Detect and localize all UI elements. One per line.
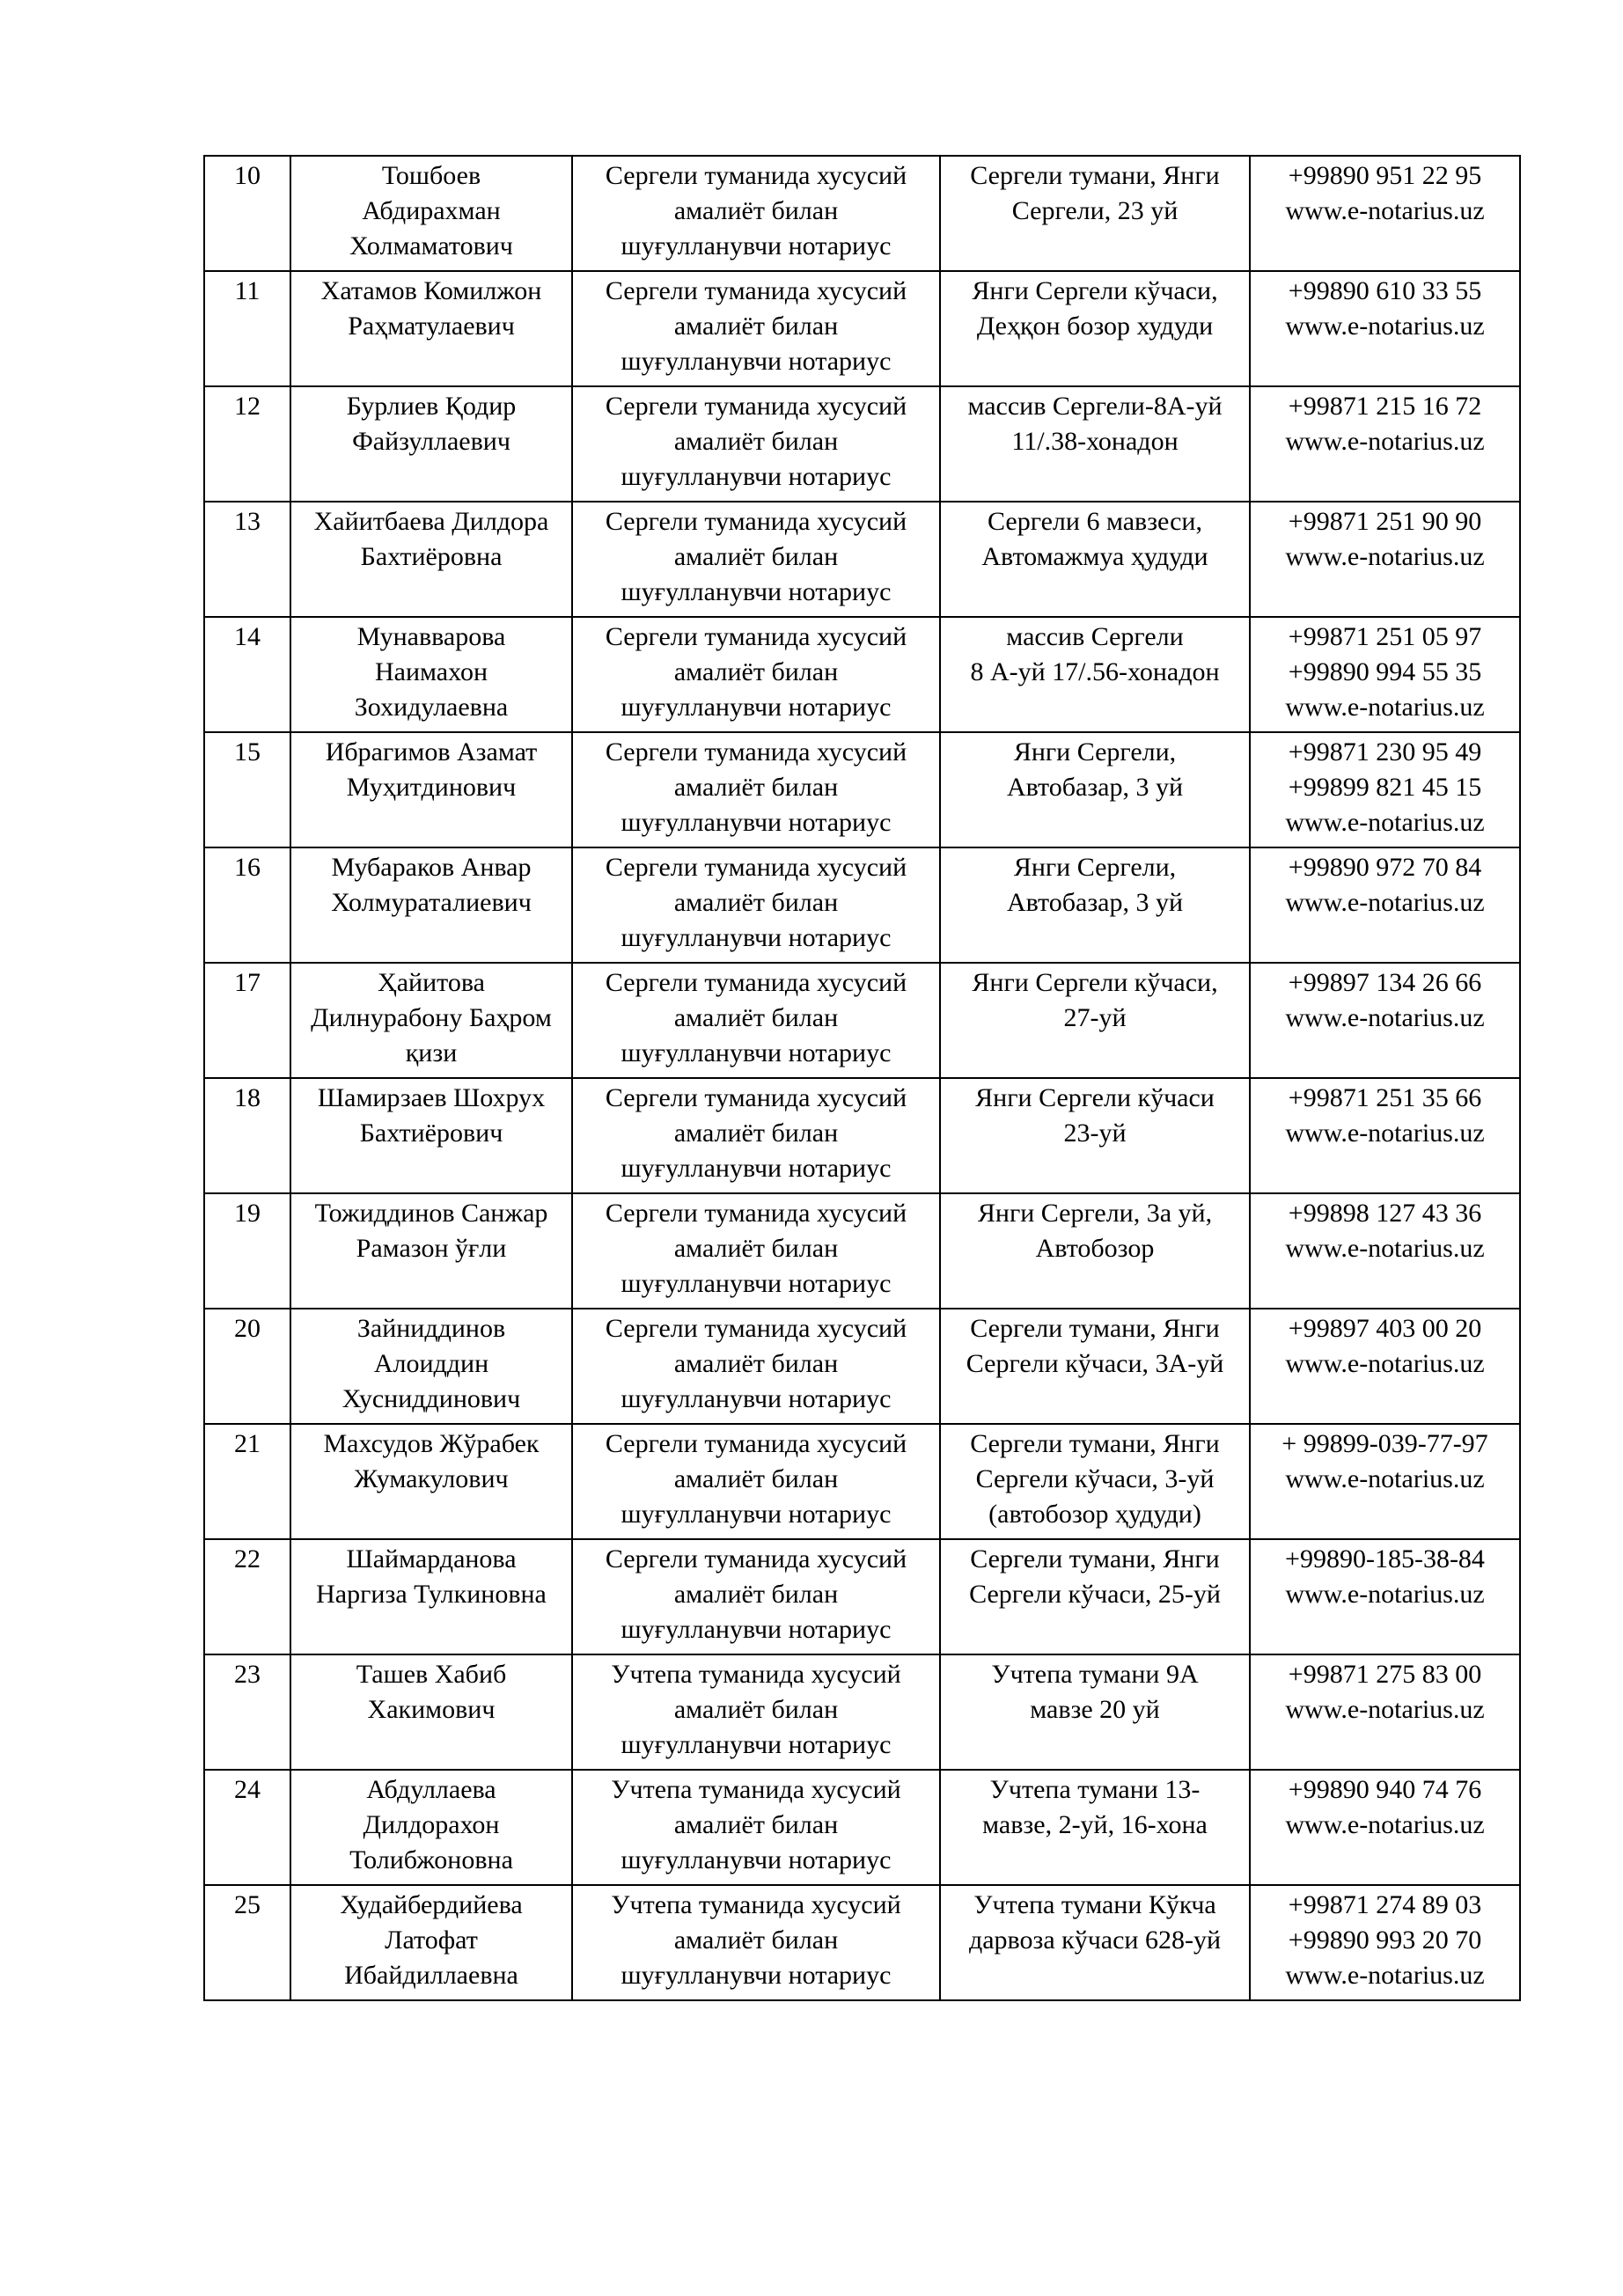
contacts-cell <box>1250 1654 1520 1770</box>
notary-name-cell: Махсудов Жўрабек Жумакулович <box>290 1424 572 1539</box>
row-number-cell: 23 <box>204 1654 290 1770</box>
row-number-cell: 21 <box>204 1424 290 1539</box>
notary-name-cell: Бурлиев Қодир Файзуллаевич <box>290 386 572 502</box>
contacts-cell <box>1250 1193 1520 1309</box>
table-body <box>204 156 1520 2000</box>
contacts-cell <box>1250 963 1520 1078</box>
address-cell: Янги Сергели кўчаси, Деҳқон бозор худуди <box>940 271 1250 386</box>
website-link[interactable]: www.e-notarius.uz <box>1285 1349 1485 1378</box>
position-cell: Сергели туманида хусусий амалиёт билан шуғулланувчи нотариус <box>572 386 940 502</box>
position-cell: Сергели туманида хусусий амалиёт билан шуғулланувчи нотариус <box>572 1424 940 1539</box>
notary-name-cell: Ташев Хабиб Хакимович <box>290 1654 572 1770</box>
table-row <box>204 502 1520 617</box>
notary-name-cell: Шамирзаев Шохрух Бахтиёрович <box>290 1078 572 1193</box>
table-row <box>204 617 1520 732</box>
position-cell: Учтепа туманида хусусий амалиёт билан шуғулланувчи нотариус <box>572 1770 940 1885</box>
row-number-cell: 11 <box>204 271 290 386</box>
row-number-cell: 12 <box>204 386 290 502</box>
notary-name-cell: Хайитбаева Дилдора Бахтиёровна <box>290 502 572 617</box>
address-cell: Сергели тумани, Янги Сергели, 23 уй <box>940 156 1250 271</box>
phone-number: +99890 940 74 76 <box>1288 1775 1482 1804</box>
table-row <box>204 1654 1520 1770</box>
notary-name-cell: Худайбердийева Латофат Ибайдиллаевна <box>290 1885 572 2000</box>
address-cell: Янги Сергели кўчаси, 27-уй <box>940 963 1250 1078</box>
table-row <box>204 156 1520 271</box>
notary-name-cell: Шаймарданова Наргиза Тулкиновна <box>290 1539 572 1654</box>
notary-registry-table <box>203 155 1521 2001</box>
table-row <box>204 847 1520 963</box>
row-number-cell: 10 <box>204 156 290 271</box>
row-number-cell: 19 <box>204 1193 290 1309</box>
table-row <box>204 1078 1520 1193</box>
table-row <box>204 1309 1520 1424</box>
phone-number: +99871 275 83 00 <box>1288 1660 1482 1689</box>
phone-number: +99897 134 26 66 <box>1288 968 1482 997</box>
notary-name-cell: Абдуллаева Дилдорахон Толибжоновна <box>290 1770 572 1885</box>
address-cell: массив Сергели 8 А-уй 17/.56-хонадон <box>940 617 1250 732</box>
address-cell: Янги Сергели, Автобазар, 3 уй <box>940 732 1250 847</box>
contacts-cell <box>1250 732 1520 847</box>
phone-number: + 99899-039-77-97 <box>1282 1429 1488 1458</box>
address-cell: Сергели тумани, Янги Сергели кўчаси, 3А-уй <box>940 1309 1250 1424</box>
website-link[interactable]: www.e-notarius.uz <box>1285 427 1485 456</box>
position-cell: Учтепа туманида хусусий амалиёт билан шуғулланувчи нотариус <box>572 1654 940 1770</box>
address-cell: Сергели тумани, Янги Сергели кўчаси, 25-уй <box>940 1539 1250 1654</box>
row-number-cell: 18 <box>204 1078 290 1193</box>
address-cell: Учтепа тумани Кўкча дарвоза кўчаси 628-уй <box>940 1885 1250 2000</box>
phone-number: +99890 993 20 70 <box>1288 1926 1482 1955</box>
notary-name-cell: Мубараков Анвар Холмураталиевич <box>290 847 572 963</box>
phone-number: +99890-185-38-84 <box>1285 1544 1485 1573</box>
phone-number: +99890 610 33 55 <box>1288 276 1482 305</box>
position-cell: Сергели туманида хусусий амалиёт билан шуғулланувчи нотариус <box>572 502 940 617</box>
contacts-cell <box>1250 1424 1520 1539</box>
row-number-cell: 14 <box>204 617 290 732</box>
website-link[interactable]: www.e-notarius.uz <box>1285 312 1485 341</box>
phone-number: +99871 251 90 90 <box>1288 507 1482 536</box>
contacts-cell <box>1250 502 1520 617</box>
phone-number: +99899 821 45 15 <box>1288 773 1482 802</box>
notary-name-cell: Хатамов Комилжон Раҳматулаевич <box>290 271 572 386</box>
phone-number: +99871 251 05 97 <box>1288 622 1482 651</box>
position-cell: Сергели туманида хусусий амалиёт билан шуғулланувчи нотариус <box>572 1078 940 1193</box>
website-link[interactable]: www.e-notarius.uz <box>1285 1580 1485 1609</box>
website-link[interactable]: www.e-notarius.uz <box>1285 1234 1485 1263</box>
position-cell: Сергели туманида хусусий амалиёт билан шуғулланувчи нотариус <box>572 963 940 1078</box>
website-link[interactable]: www.e-notarius.uz <box>1285 1810 1485 1839</box>
contacts-cell <box>1250 1770 1520 1885</box>
position-cell: Сергели туманида хусусий амалиёт билан шуғулланувчи нотариус <box>572 271 940 386</box>
notary-name-cell: Тожиддинов Санжар Рамазон ўғли <box>290 1193 572 1309</box>
address-cell: Янги Сергели, 3а уй, Автобозор <box>940 1193 1250 1309</box>
table-row <box>204 1885 1520 2000</box>
table-row <box>204 1193 1520 1309</box>
website-link[interactable]: www.e-notarius.uz <box>1285 693 1485 722</box>
website-link[interactable]: www.e-notarius.uz <box>1285 196 1485 225</box>
position-cell: Сергели туманида хусусий амалиёт билан шуғулланувчи нотариус <box>572 1539 940 1654</box>
table-row <box>204 1424 1520 1539</box>
contacts-cell <box>1250 847 1520 963</box>
address-cell: Учтепа тумани 9А мавзе 20 уй <box>940 1654 1250 1770</box>
phone-number: +99897 403 00 20 <box>1288 1314 1482 1343</box>
table-row <box>204 963 1520 1078</box>
table-row <box>204 1539 1520 1654</box>
position-cell: Сергели туманида хусусий амалиёт билан шуғулланувчи нотариус <box>572 732 940 847</box>
notary-name-cell: Мунавварова Наимахон Зохидулаевна <box>290 617 572 732</box>
website-link[interactable]: www.e-notarius.uz <box>1285 1003 1485 1032</box>
website-link[interactable]: www.e-notarius.uz <box>1285 1119 1485 1148</box>
contacts-cell <box>1250 1885 1520 2000</box>
phone-number: +99871 230 95 49 <box>1288 737 1482 767</box>
address-cell: Сергели тумани, Янги Сергели кўчаси, 3-уй (автобозор ҳудуди) <box>940 1424 1250 1539</box>
table-row <box>204 386 1520 502</box>
website-link[interactable]: www.e-notarius.uz <box>1285 808 1485 837</box>
notary-name-cell: Тошбоев Абдирахман Холмаматович <box>290 156 572 271</box>
address-cell: Сергели 6 мавзеси, Автомажмуа ҳудуди <box>940 502 1250 617</box>
row-number-cell: 20 <box>204 1309 290 1424</box>
phone-number: +99890 951 22 95 <box>1288 161 1482 190</box>
contacts-cell <box>1250 1539 1520 1654</box>
address-cell: Янги Сергели кўчаси 23-уй <box>940 1078 1250 1193</box>
contacts-cell <box>1250 271 1520 386</box>
address-cell: Учтепа тумани 13- мавзе, 2-уй, 16-хона <box>940 1770 1250 1885</box>
address-cell: Янги Сергели, Автобазар, 3 уй <box>940 847 1250 963</box>
phone-number: +99890 994 55 35 <box>1288 657 1482 686</box>
position-cell: Сергели туманида хусусий амалиёт билан шуғулланувчи нотариус <box>572 1309 940 1424</box>
contacts-cell <box>1250 1309 1520 1424</box>
contacts-cell <box>1250 386 1520 502</box>
notary-name-cell: Ибрагимов Азамат Муҳитдинович <box>290 732 572 847</box>
website-link[interactable]: www.e-notarius.uz <box>1285 888 1485 917</box>
notary-name-cell: Ҳайитова Дилнурабону Баҳром қизи <box>290 963 572 1078</box>
row-number-cell: 17 <box>204 963 290 1078</box>
row-number-cell: 13 <box>204 502 290 617</box>
website-link[interactable]: www.e-notarius.uz <box>1285 1464 1485 1493</box>
table-row <box>204 1770 1520 1885</box>
table-row <box>204 732 1520 847</box>
contacts-cell <box>1250 1078 1520 1193</box>
phone-number: +99871 274 89 03 <box>1288 1890 1482 1919</box>
table-row <box>204 271 1520 386</box>
contacts-cell <box>1250 156 1520 271</box>
position-cell: Сергели туманида хусусий амалиёт билан шуғулланувчи нотариус <box>572 1193 940 1309</box>
row-number-cell: 15 <box>204 732 290 847</box>
position-cell: Учтепа туманида хусусий амалиёт билан шуғулланувчи нотариус <box>572 1885 940 2000</box>
position-cell: Сергели туманида хусусий амалиёт билан шуғулланувчи нотариус <box>572 156 940 271</box>
phone-number: +99898 127 43 36 <box>1288 1199 1482 1228</box>
position-cell: Сергели туманида хусусий амалиёт билан шуғулланувчи нотариус <box>572 617 940 732</box>
phone-number: +99871 215 16 72 <box>1288 392 1482 421</box>
position-cell: Сергели туманида хусусий амалиёт билан шуғулланувчи нотариус <box>572 847 940 963</box>
row-number-cell: 16 <box>204 847 290 963</box>
website-link[interactable]: www.e-notarius.uz <box>1285 1961 1485 1990</box>
phone-number: +99890 972 70 84 <box>1288 853 1482 882</box>
website-link[interactable]: www.e-notarius.uz <box>1285 542 1485 571</box>
contacts-cell <box>1250 617 1520 732</box>
row-number-cell: 24 <box>204 1770 290 1885</box>
notary-name-cell: Зайниддинов Алоиддин Хусниддинович <box>290 1309 572 1424</box>
phone-number: +99871 251 35 66 <box>1288 1083 1482 1112</box>
row-number-cell: 25 <box>204 1885 290 2000</box>
address-cell: массив Сергели-8А-уй 11/.38-хонадон <box>940 386 1250 502</box>
row-number-cell: 22 <box>204 1539 290 1654</box>
website-link[interactable]: www.e-notarius.uz <box>1285 1695 1485 1724</box>
